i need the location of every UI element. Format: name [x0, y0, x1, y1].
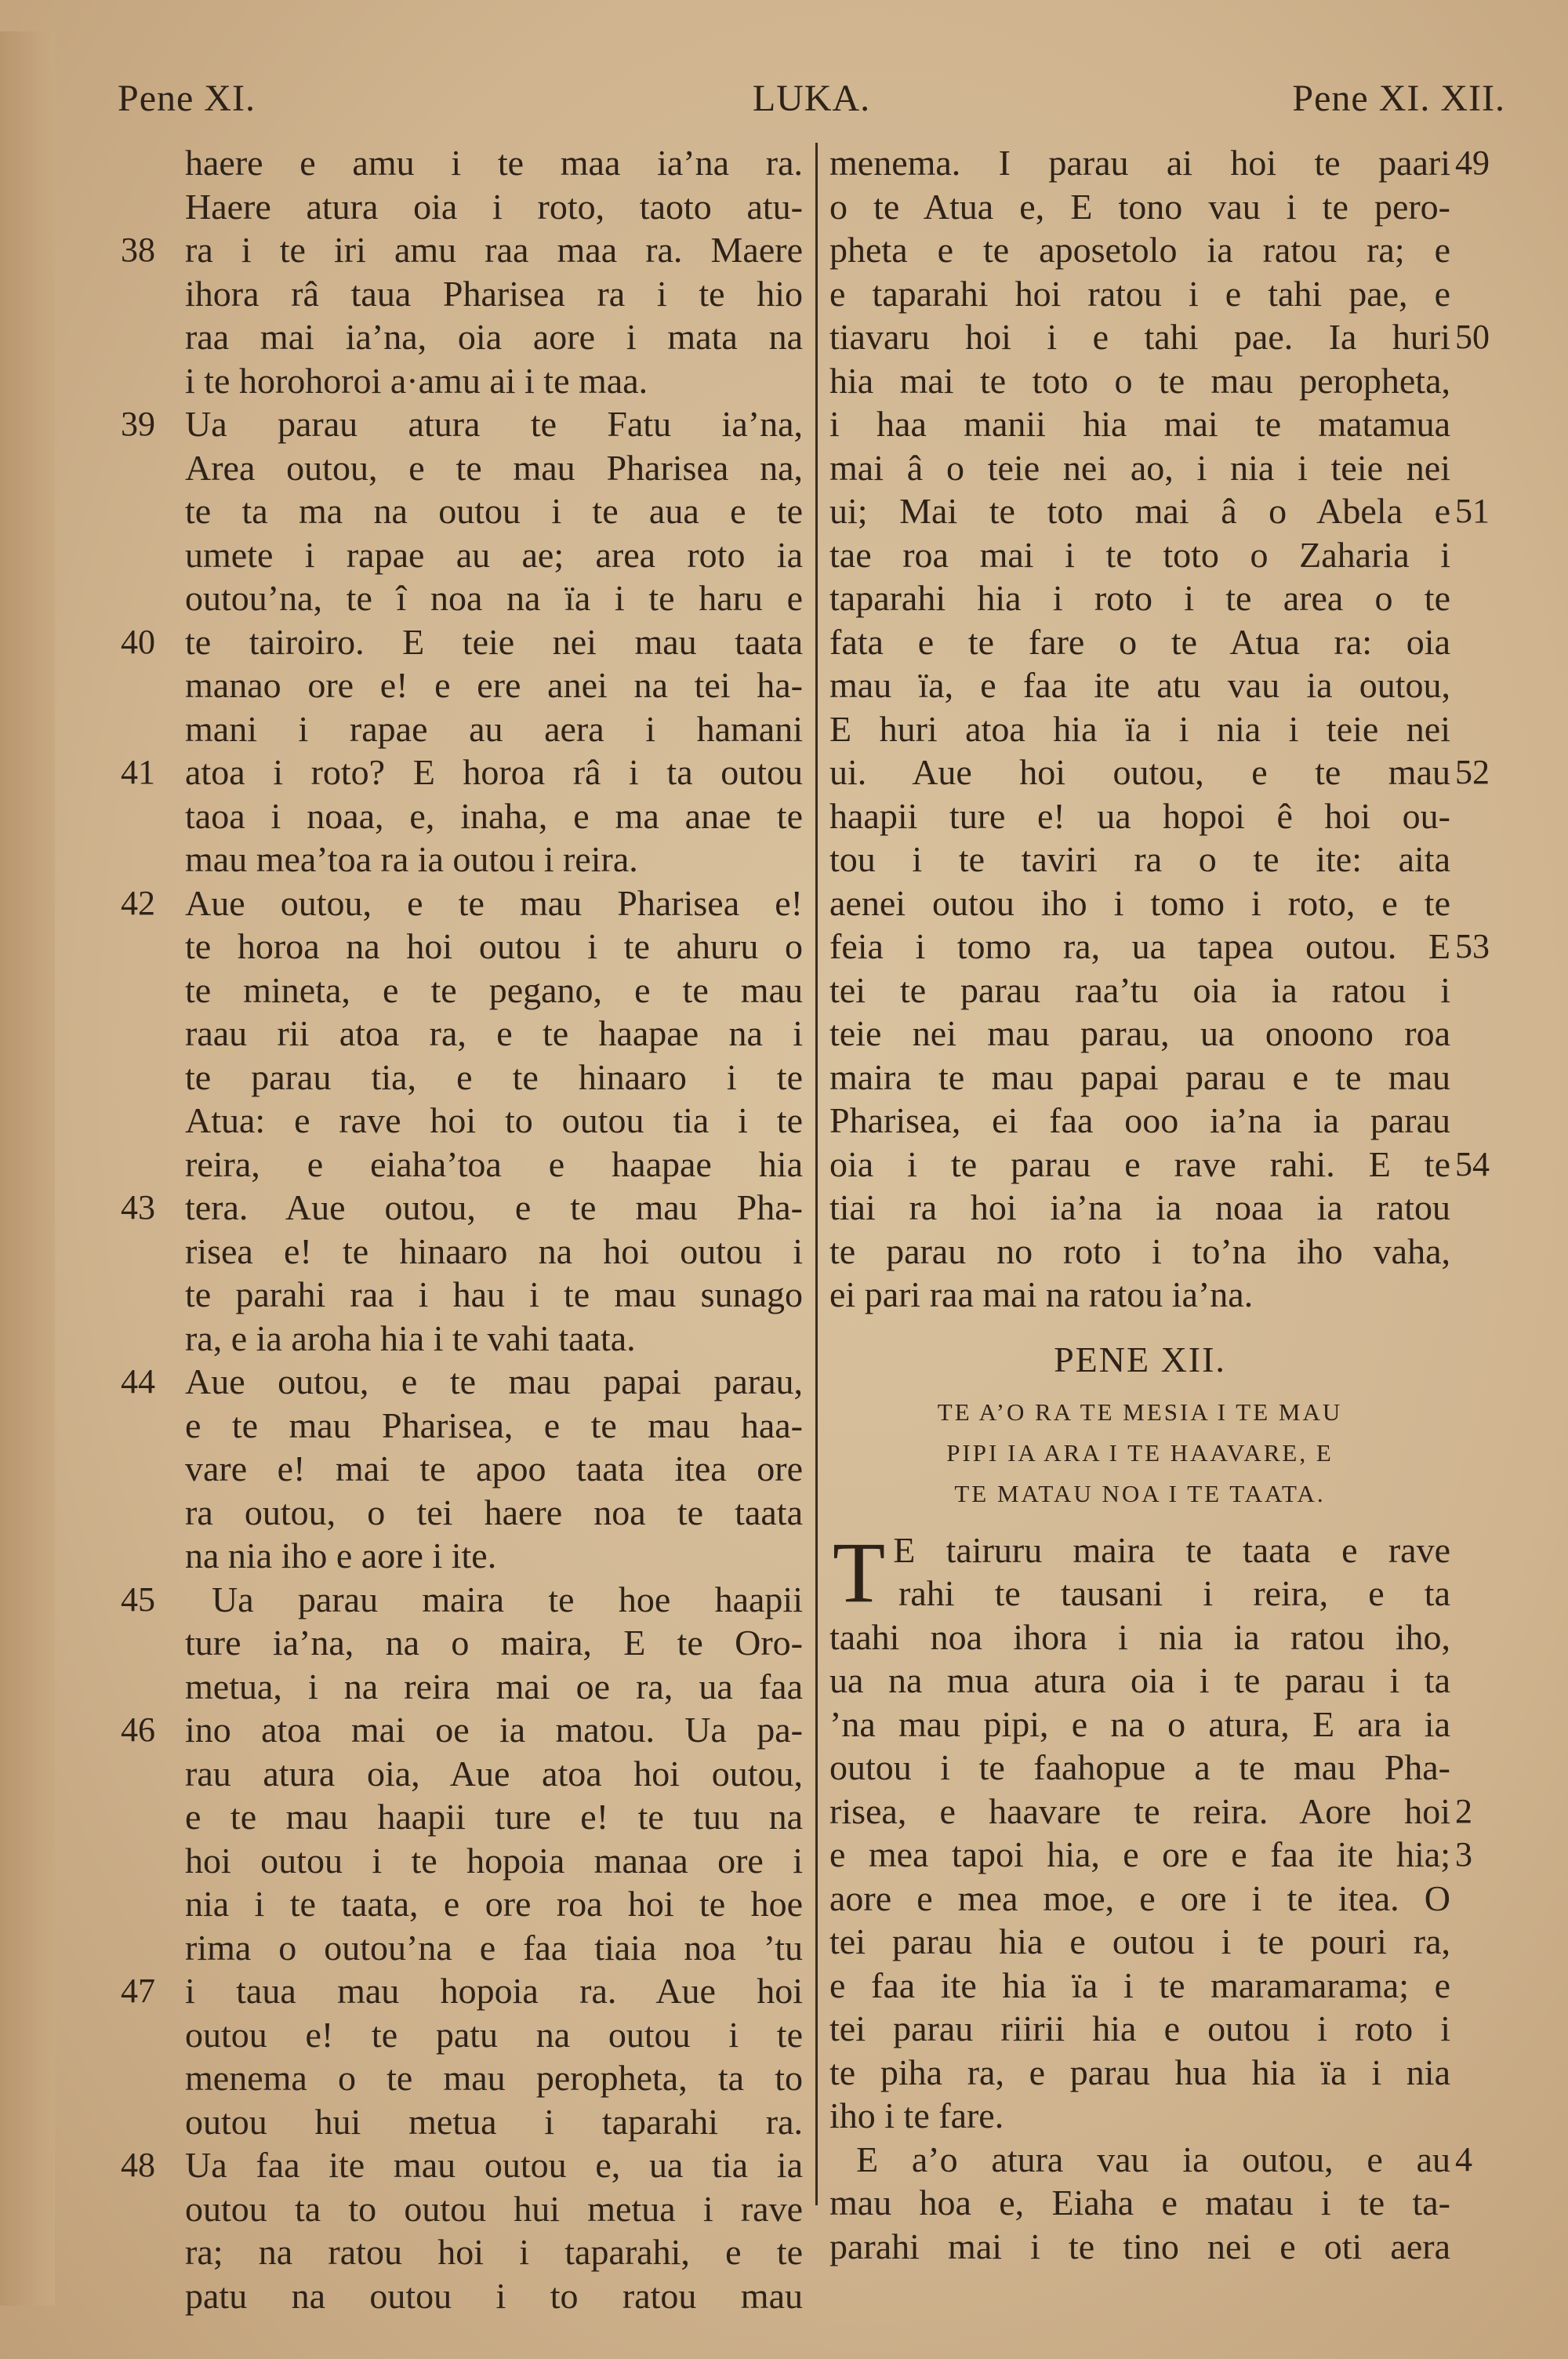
text-line — [829, 533, 1450, 577]
line-text: te ta ma na outou i te aua e te — [185, 491, 803, 531]
line-text: menema. I parau ai hoi te paari — [829, 143, 1450, 183]
line-text: taoa i noaa, e, inaha, e ma anae te — [185, 795, 803, 836]
text-line — [829, 1616, 1450, 1659]
line-text: Aue outou, e te mau Pharisea e! — [185, 882, 803, 923]
text-line — [829, 1746, 1450, 1790]
first-line-text: E tairuru maira te taata e rave — [893, 1529, 1450, 1570]
verse-number: 38 — [121, 231, 155, 269]
text-line — [829, 228, 1450, 272]
left-column — [121, 141, 803, 2317]
line-text: Aue outou, e te mau papai parau, — [185, 1361, 803, 1401]
text-line — [829, 1877, 1450, 1921]
text-line — [185, 663, 803, 707]
line-text: taparahi hia i roto i te area o te — [829, 578, 1450, 618]
verse-number: 39 — [121, 405, 155, 443]
text-line — [185, 1665, 803, 1709]
text-line — [185, 446, 803, 490]
text-line — [829, 969, 1450, 1012]
line-text: haere e amu i te maa ia’na ra. — [185, 143, 803, 183]
line-text: outou i te faahopue a te mau Pha- — [829, 1747, 1450, 1787]
line-text: ra; na ratou hoi i taparahi, e te — [185, 2232, 803, 2272]
text-line — [829, 2138, 1472, 2182]
right-column — [829, 141, 1490, 2268]
line-text: rau atura oia, Aue atoa hoi outou, — [185, 1753, 803, 1794]
line-text: mau ïa, e faa ite atu vau ia outou, — [829, 665, 1450, 705]
verse-number: 3 — [1455, 1835, 1472, 1874]
chapter-heading: PENE XII. — [1054, 1339, 1226, 1379]
text-line — [185, 969, 803, 1012]
line-text: ei pari raa mai na ratou ia’na. — [829, 1274, 1254, 1314]
line-text: hoi outou i te hopoia manaa ore i — [185, 1840, 803, 1881]
text-line — [829, 838, 1450, 881]
text-line — [829, 185, 1450, 229]
line-text: Area outou, e te mau Pharisea na, — [185, 447, 803, 488]
verse-number: 50 — [1455, 318, 1490, 356]
line-text: raau rii atoa ra, e te haapae na i — [185, 1013, 803, 1053]
line-text: te mineta, e te pegano, e te mau — [185, 969, 803, 1010]
column-divider — [815, 143, 818, 2205]
text-line — [829, 1186, 1450, 1230]
line-text: ino atoa mai oe ia matou. Ua pa- — [185, 1710, 803, 1750]
line-text: Atua: e rave hoi to outou tia i te — [185, 1100, 803, 1140]
text-line — [829, 707, 1450, 751]
summary-line: PIPI IA ARA I TE HAAVARE, E — [946, 1438, 1334, 1467]
line-text: tei parau hia e outou i te pouri ra, — [829, 1921, 1450, 1961]
text-line — [829, 1099, 1450, 1143]
line-text: ihora râ taua Pharisea ra i te hio — [185, 273, 803, 314]
line-text: te parahi raa i hau i te mau sunago — [185, 1274, 803, 1314]
line-text: umete i rapae au ae; area roto ia — [185, 534, 803, 575]
text-line — [829, 2181, 1450, 2225]
header-book-title: LUKA. — [752, 78, 871, 119]
line-text: mau hoa e, Eiaha e matau i te ta- — [829, 2183, 1450, 2223]
line-text: mai â o teie nei ao, i nia i teie nei — [829, 447, 1450, 488]
line-text: i te horohoroi a·amu ai i te maa. — [185, 360, 648, 401]
line-text: tei parau riirii hia e outou i roto i — [829, 2008, 1450, 2048]
line-text: Ua parau atura te Fatu ia’na, — [185, 404, 803, 444]
line-text: aenei outou iho i tomo i roto, e te — [829, 882, 1450, 923]
text-line — [829, 2225, 1450, 2269]
text-line — [829, 272, 1450, 316]
line-text: e taparahi hoi ratou i e tahi pae, e — [829, 273, 1450, 314]
text-line — [185, 2187, 803, 2231]
text-line — [185, 2230, 803, 2274]
text-line — [829, 1659, 1450, 1703]
line-text: Haere atura oia i roto, taoto atu- — [185, 186, 803, 227]
text-line — [185, 2100, 803, 2144]
text-line — [121, 620, 803, 664]
line-text: te horoa na hoi outou i te ahuru o — [185, 926, 803, 966]
line-text: ture ia’na, na o maira, E te Oro- — [185, 1623, 803, 1663]
verse-number: 53 — [1455, 927, 1490, 965]
line-text: rahi te tausani i reira, e ta — [898, 1573, 1450, 1613]
line-text: te tairoiro. E teie nei mau taata — [185, 621, 803, 662]
line-text: e mea tapoi hia, e ore e faa ite hia; — [829, 1834, 1450, 1874]
text-line — [829, 576, 1450, 620]
verse-number: 45 — [121, 1579, 155, 1619]
text-line — [185, 1012, 803, 1056]
line-text: ui; Mai te toto mai â o Abela e — [829, 491, 1450, 531]
line-text: mani i rapae au aera i hamani — [185, 708, 803, 749]
verse-number: 46 — [121, 1710, 155, 1749]
line-text: tiai ra hoi ia’na ia noaa ia ratou — [829, 1187, 1450, 1227]
line-text: metua, i na reira mai oe ra, ua faa — [185, 1666, 803, 1707]
text-line — [829, 1012, 1450, 1056]
line-text: atoa i roto? E horoa râ i ta outou — [185, 752, 803, 792]
chapter-summary — [829, 1392, 1450, 1514]
text-line — [829, 1273, 1450, 1317]
verse-number: 44 — [121, 1362, 155, 1401]
text-line — [121, 881, 803, 925]
text-line — [121, 1578, 803, 1622]
line-text: raa mai ia’na, oia aore i mata na — [185, 317, 803, 357]
line-text: pheta e te aposetolo ia ratou ra; e — [829, 230, 1450, 270]
text-line — [829, 1790, 1472, 1834]
line-text: vare e! mai te apoo taata itea ore — [185, 1448, 803, 1488]
text-line — [829, 2051, 1450, 2095]
line-text: tiavaru hoi i e tahi pae. Ia huri — [829, 317, 1450, 357]
text-line — [829, 2007, 1450, 2051]
line-text: outou e! te patu na outou i te — [185, 2014, 803, 2055]
line-text: oia i te parau e rave rahi. E te — [829, 1143, 1450, 1184]
text-line — [185, 2013, 803, 2057]
header-chapter-right: Pene XI. XII. — [1292, 78, 1505, 119]
text-line — [185, 1273, 803, 1317]
line-text: hia mai te toto o te mau peropheta, — [829, 360, 1450, 401]
text-line — [829, 620, 1450, 664]
header-chapter-left: Pene XI. — [118, 78, 256, 119]
text-line — [121, 1360, 803, 1404]
text-line — [829, 1056, 1450, 1100]
text-line — [121, 2143, 803, 2187]
summary-line: TE A’O RA TE MESIA I TE MAU — [937, 1398, 1343, 1426]
text-line — [829, 489, 1490, 533]
text-line — [185, 1926, 803, 1970]
text-line — [829, 1703, 1450, 1747]
text-line — [185, 533, 803, 577]
text-line — [829, 1143, 1490, 1187]
text-line — [185, 1752, 803, 1796]
verse-number: 48 — [121, 2146, 155, 2184]
line-text: iho i te fare. — [829, 2095, 1004, 2135]
line-text: nia i te taata, e ore roa hoi te hoe — [185, 1884, 803, 1924]
right-column-verses — [829, 141, 1490, 1317]
text-line — [829, 1833, 1472, 1877]
line-text: ra i te iri amu raa maa ra. Maere — [185, 230, 803, 270]
line-text: te parau tia, e te hinaaro i te — [185, 1056, 803, 1097]
text-line — [185, 707, 803, 751]
line-text: aore e mea moe, e ore i te itea. O — [829, 1877, 1450, 1918]
verse-number: 51 — [1455, 492, 1490, 530]
line-text: Ua parau maira te hoe haapii — [212, 1579, 803, 1619]
text-line — [185, 576, 803, 620]
text-line — [185, 838, 803, 881]
line-text: menema o te mau peropheta, ta to — [185, 2058, 803, 2098]
line-text: outou’na, te î noa na ïa i te haru e — [185, 578, 803, 618]
text-line — [185, 1839, 803, 1883]
line-text: Pharisea, ei faa ooo ia’na ia parau — [829, 1100, 1450, 1140]
text-line — [185, 315, 803, 359]
line-text: ua na mua atura oia i te parau i ta — [829, 1660, 1450, 1700]
text-line — [185, 359, 803, 403]
line-text: ra, e ia aroha hia i te vahi taata. — [185, 1318, 636, 1358]
line-text: tae roa mai i te toto o Zaharia i — [829, 534, 1450, 575]
verse-number: 40 — [121, 622, 155, 661]
line-text: na nia iho e aore i ite. — [185, 1536, 497, 1576]
verse-number: 49 — [1455, 144, 1490, 182]
line-text: manao ore e! e ere anei na tei ha- — [185, 665, 803, 705]
text-line — [121, 402, 803, 446]
verse-number: 47 — [121, 1972, 155, 2010]
line-text: outou ta to outou hui metua i rave — [185, 2188, 803, 2229]
text-line — [829, 359, 1450, 403]
text-line — [185, 1447, 803, 1491]
line-text: E huri atoa hia ïa i nia i teie nei — [829, 708, 1450, 749]
text-line — [121, 1969, 803, 2013]
text-line — [829, 1230, 1450, 1274]
text-line — [829, 1964, 1450, 2008]
text-line — [121, 1186, 803, 1230]
text-line — [121, 228, 803, 272]
text-line — [829, 402, 1450, 446]
verse-number: 4 — [1455, 2139, 1472, 2179]
text-line — [185, 1621, 803, 1665]
line-text: Ua faa ite mau outou e, ua tia ia — [185, 2145, 803, 2185]
line-text: o te Atua e, E tono vau i te pero- — [829, 186, 1450, 227]
text-line — [185, 2274, 803, 2318]
verse-number: 42 — [121, 883, 155, 922]
line-text: tou i te taviri ra o te ite: aita — [829, 839, 1450, 879]
line-text: risea, e haavare te reira. Aore hoi — [829, 1790, 1450, 1831]
verse-number: 2 — [1455, 1791, 1472, 1830]
verse-number: 54 — [1455, 1144, 1490, 1183]
text-line — [185, 272, 803, 316]
text-line — [829, 881, 1450, 925]
text-line — [185, 925, 803, 969]
text-line — [829, 315, 1490, 359]
text-line — [829, 446, 1450, 490]
verse-number: 43 — [121, 1188, 155, 1227]
text-line — [185, 1230, 803, 1274]
line-text: e faa ite hia ïa i te maramarama; e — [829, 1965, 1450, 2005]
text-line — [829, 2094, 1450, 2138]
text-line — [121, 1708, 803, 1752]
text-line — [829, 1920, 1450, 1964]
line-text: rima o outou’na e faa tiaia noa ’tu — [185, 1927, 803, 1968]
line-text: ui. Aue hoi outou, e te mau — [829, 752, 1450, 792]
line-text: outou hui metua i taparahi ra. — [185, 2101, 803, 2142]
line-text: fata e te fare o te Atua ra: oia — [829, 621, 1450, 662]
text-line — [185, 1795, 803, 1839]
line-text: i taua mau hopoia ra. Aue hoi — [185, 1971, 803, 2011]
text-line — [185, 185, 803, 229]
text-line — [829, 925, 1490, 969]
verse-number: 41 — [121, 753, 155, 791]
text-line — [185, 1056, 803, 1100]
text-line — [121, 751, 803, 794]
line-text: ra outou, o tei haere noa te taata — [185, 1492, 803, 1532]
line-text: maira te mau papai parau e te mau — [829, 1056, 1450, 1097]
line-text: risea e! te hinaaro na hoi outou i — [185, 1230, 803, 1271]
line-text: te piha ra, e parau hua hia ïa i nia — [829, 2052, 1450, 2092]
text-line — [185, 1404, 803, 1448]
line-text: teie nei mau parau, ua onoono roa — [829, 1013, 1450, 1053]
text-line — [829, 663, 1450, 707]
line-text: patu na outou i to ratou mau — [185, 2275, 803, 2316]
summary-line: TE MATAU NOA I TE TAATA. — [954, 1479, 1326, 1507]
facing-page-edge — [0, 31, 55, 2306]
text-line — [185, 1534, 803, 1578]
line-text: tei te parau raa’tu oia ia ratou i — [829, 969, 1450, 1010]
text-line — [829, 141, 1490, 185]
line-text: e te mau Pharisea, e te mau haa- — [185, 1405, 803, 1445]
text-line — [185, 1882, 803, 1926]
line-text: e te mau haapii ture e! te tuu na — [185, 1797, 803, 1837]
text-line — [829, 751, 1490, 794]
verse-number: 52 — [1455, 753, 1490, 791]
line-text: te parau no roto i to’na iho vaha, — [829, 1230, 1450, 1271]
line-text: reira, e eiaha’toa e haapae hia — [185, 1143, 803, 1184]
line-text: mau mea’toa ra ia outou i reira. — [185, 839, 638, 879]
text-line — [185, 1143, 803, 1187]
text-line — [185, 1491, 803, 1535]
text-line — [185, 141, 803, 185]
line-text: feia i tomo ra, ua tapea outou. E — [829, 926, 1450, 966]
line-text: tera. Aue outou, e te mau Pha- — [185, 1187, 803, 1227]
text-line — [185, 794, 803, 838]
line-text: i haa manii hia mai te matamua — [829, 404, 1450, 444]
drop-cap: T — [833, 1524, 886, 1620]
line-text: haapii ture e! ua hopoi ê hoi ou- — [829, 795, 1450, 836]
text-line — [185, 2056, 803, 2100]
text-line — [185, 1099, 803, 1143]
line-text: parahi mai i te tino nei e oti aera — [829, 2226, 1450, 2266]
line-text: ’na mau pipi, e na o atura, E ara ia — [829, 1703, 1450, 1744]
text-line — [829, 1572, 1450, 1616]
text-line — [829, 794, 1450, 838]
chapter-xii-verses — [829, 1572, 1472, 2268]
line-text: taahi noa ihora i nia ia ratou iho, — [829, 1616, 1450, 1657]
text-line — [185, 489, 803, 533]
line-text: E a’o atura vau ia outou, e au — [856, 2139, 1450, 2179]
text-line — [185, 1317, 803, 1361]
running-header — [118, 77, 1505, 132]
